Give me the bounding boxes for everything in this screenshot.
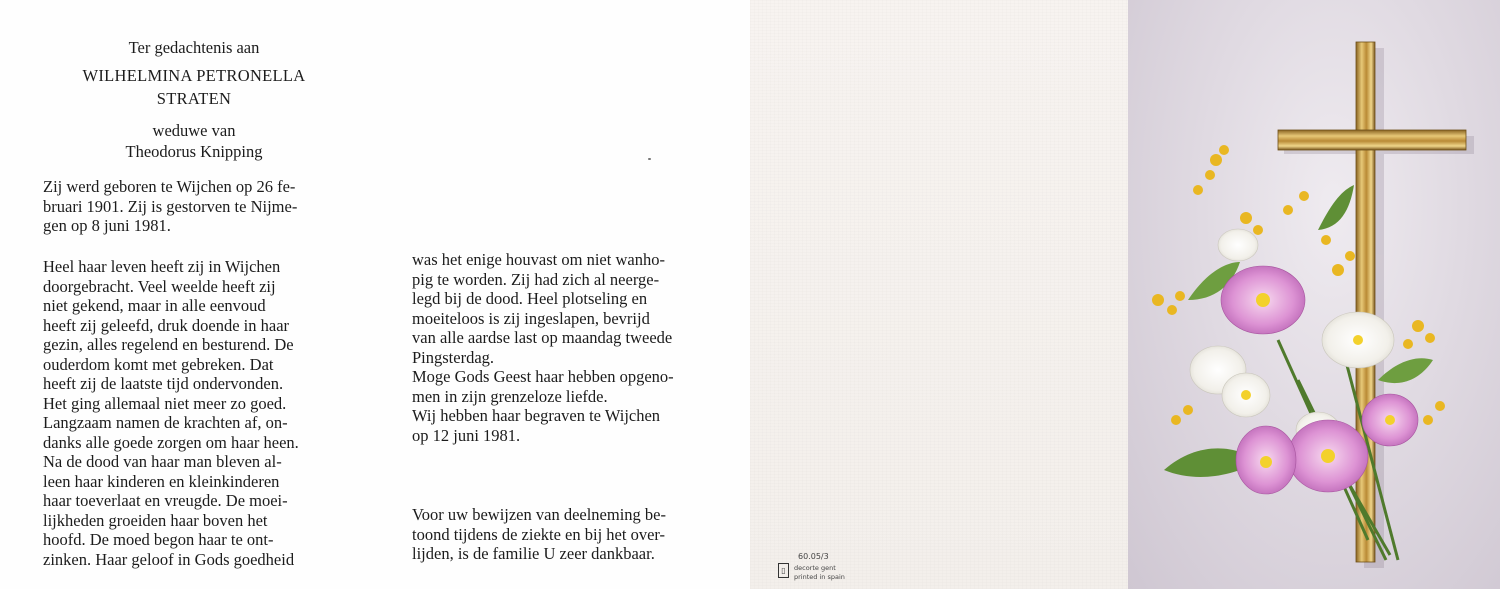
text-line: Het ging allemaal niet meer zo goed. <box>43 393 287 413</box>
printer-origin: printed in spain <box>794 573 845 581</box>
cross-flowers-illustration <box>1128 0 1500 589</box>
text-line: Heel haar leven heeft zij in Wijchen <box>43 257 281 276</box>
text-line: op 12 juni 1981. <box>412 425 521 445</box>
text-line: was het enige houvast om niet wanho- <box>412 250 665 269</box>
text-line: bruari 1901. Zij is gestorven te Nijme- <box>43 196 298 216</box>
text-line: Voor uw bewijzen van deelneming be- <box>412 505 666 524</box>
textured-blank-panel <box>750 0 1128 589</box>
text-line: haar toeverlaat en vreugde. De moei- <box>43 491 288 510</box>
dedication-intro: Ter gedachtenis aan <box>128 38 260 57</box>
text-line: hoofd. De moed begon haar te ont- <box>43 530 274 549</box>
text-line: danks alle goede zorgen om haar heen. <box>43 432 299 452</box>
deceased-name-line1: WILHELMINA PETRONELLA <box>82 66 306 85</box>
thanks-paragraph <box>412 505 717 564</box>
text-line: leen haar kinderen en kleinkinderen <box>43 471 280 491</box>
life-story-paragraph-right <box>412 250 717 445</box>
card-right-page <box>750 0 1500 589</box>
text-line: heeft zij de laatste tijd ondervonden. <box>43 374 284 393</box>
life-story-paragraph-left <box>43 257 345 569</box>
text-line: moeiteloos is zij ingeslapen, bevrijd <box>412 308 650 328</box>
text-line: Moge Gods Geest haar hebben opgeno- <box>412 367 674 386</box>
text-line: ouderdom komt met gebreken. Dat <box>43 354 274 374</box>
printer-logo-icon: ▯ <box>778 563 789 578</box>
text-line: doorgebracht. Veel weelde heeft zij <box>43 276 276 296</box>
text-line: gen op 8 juni 1981. <box>43 216 171 235</box>
text-line: heeft zij geleefd, druk doende in haar <box>43 315 290 335</box>
text-line: Langzaam namen de krachten af, on- <box>43 413 288 432</box>
text-line: niet gekend, maar in alle eenvoud <box>43 296 266 315</box>
text-line: gezin, alles regelend en besturend. De <box>43 335 294 354</box>
text-line: zinken. Haar geloof in Gods goedheid <box>43 549 295 569</box>
printer-name: decorte gent <box>794 564 836 572</box>
text-line: toond tijdens de ziekte en bij het over- <box>412 524 666 544</box>
text-line: van alle aardse last op maandag tweede <box>412 328 673 347</box>
text-line: lijkheden groeiden haar boven het <box>43 510 268 530</box>
printer-code: 60.05/3 <box>798 552 829 561</box>
text-line: legd bij de dood. Heel plotseling en <box>412 289 648 308</box>
text-line: men in zijn grenzeloze liefde. <box>412 386 608 406</box>
paper-speck <box>648 158 651 160</box>
text-line: Na de dood van haar man bleven al- <box>43 452 282 471</box>
birth-death-paragraph <box>43 177 345 236</box>
text-line: Pingsterdag. <box>412 347 495 367</box>
widow-of-label: weduwe van <box>152 121 236 140</box>
text-line: lijden, is de familie U zeer dankbaar. <box>412 544 655 563</box>
spouse-name: Theodorus Knipping <box>125 142 263 161</box>
deceased-name-line2: STRATEN <box>156 89 232 108</box>
cross-and-flowers-picture <box>1128 0 1500 589</box>
text-line: Wij hebben haar begraven te Wijchen <box>412 406 661 425</box>
text-line: Zij werd geboren te Wijchen op 26 fe- <box>43 177 296 196</box>
text-line: pig te worden. Zij had zich al neerge- <box>412 269 660 289</box>
